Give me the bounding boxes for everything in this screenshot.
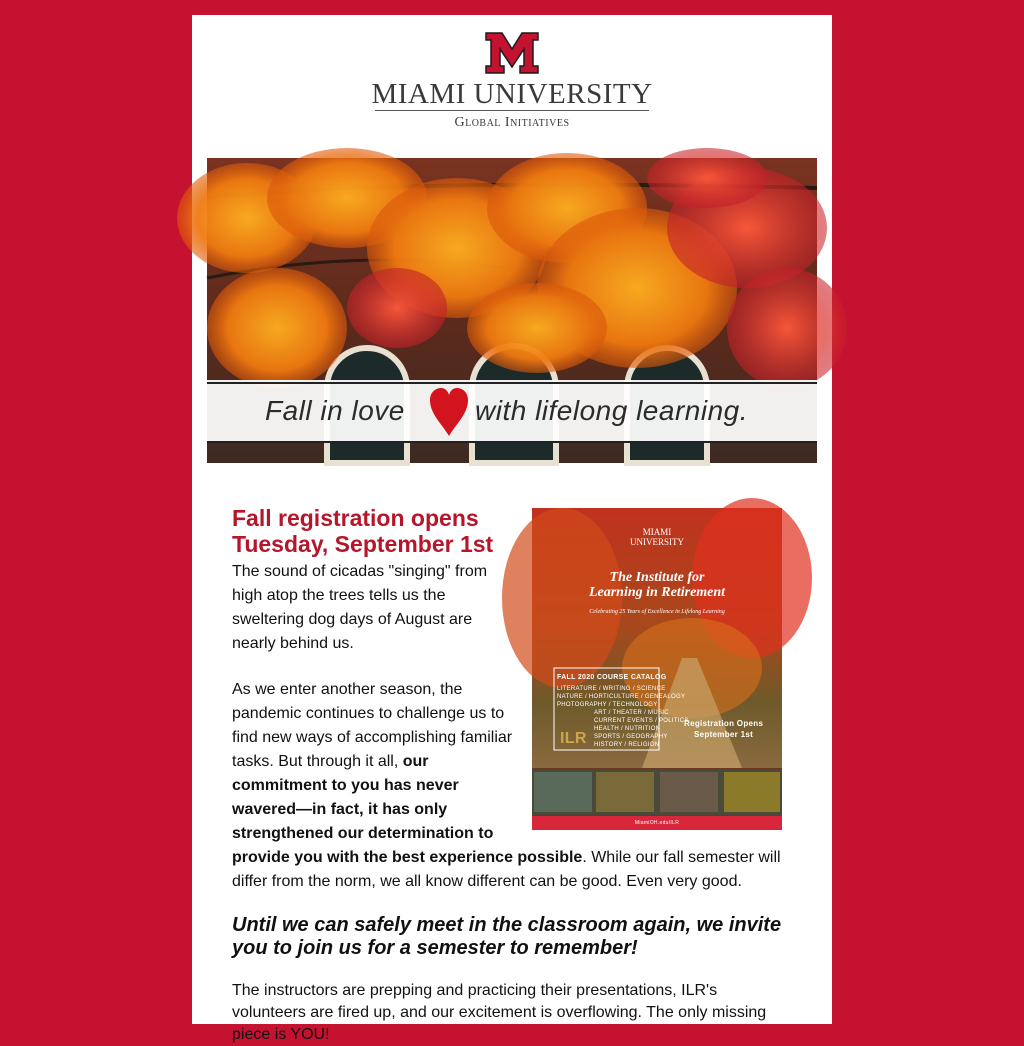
miami-m-logo-icon (484, 31, 540, 75)
catalog-topic: HISTORY / RELIGION (594, 742, 660, 748)
paragraph-2-end: . While our fall semester will differ from the norm, we all know different can be good. Even very good. (232, 849, 781, 890)
catalog-label: FALL 2020 COURSE CATALOG (557, 674, 667, 681)
article-paragraph-3: The instructors are prepping and practicing their presentations, ILR's volunteers are fired up, and our excitement is overflowing. The only missing piece is YOU! (232, 982, 767, 1043)
catalog-subtitle: Celebrating 25 Years of Excellence in Lifelong Learning (589, 609, 725, 615)
paragraph-2-start: As we enter another season, the pandemic continues to challenge us to find new ways of accomplishing familiar tasks. But through it all, (232, 681, 513, 770)
catalog-brand-1: MIAMI (642, 527, 672, 537)
catalog-registration-2: September 1st (694, 730, 754, 739)
catalog-topic: SPORTS / GEOGRAPHY (594, 734, 668, 740)
article-paragraph-1: The sound of cicadas "singing" from high atop the trees tells us the sweltering dog days of August are nearly behind us. (232, 563, 488, 652)
catalog-topic: LITERATURE / WRITING / SCIENCE (557, 686, 666, 692)
catalog-title-1: The Institute for (609, 570, 705, 585)
article (232, 505, 792, 1046)
article-headline: Fall registration opens Tuesday, September 1st (232, 505, 494, 557)
course-catalog-cover[interactable] (532, 508, 782, 830)
heart-icon (428, 386, 470, 438)
catalog-brand-2: UNIVERSITY (630, 537, 684, 547)
tagline-right: with lifelong learning. (475, 395, 748, 426)
hero-banner (207, 158, 817, 463)
email-page (192, 15, 832, 1043)
catalog-title-2: Learning in Retirement (588, 585, 726, 600)
tagline-top-rule (207, 382, 817, 384)
catalog-cover-image (532, 508, 782, 830)
brand-subtitle: Global Initiatives (454, 115, 570, 130)
catalog-topic: CURRENT EVENTS / POLITICS (594, 718, 689, 724)
ilr-logo: ILR (560, 730, 587, 747)
catalog-footer-url: MiamiOH.edu/ILR (634, 820, 680, 826)
tagline-left: Fall in love (265, 395, 405, 426)
catalog-topic: NATURE / HORTICULTURE / GENEALOGY (557, 694, 686, 700)
catalog-topic: HEALTH / NUTRITION (594, 726, 661, 732)
brand-divider (375, 110, 649, 111)
paragraph-2-emphasis: our commitment to you has never wavered—in fact, it has only strengthened our determination to provide you with the best experience possible (232, 753, 583, 866)
brand-name: MIAMI UNIVERSITY (371, 78, 653, 110)
catalog-registration-1: Registration Opens (684, 719, 764, 728)
catalog-topic: PHOTOGRAPHY / TECHNOLOGY (557, 702, 658, 708)
article-callout: Until we can safely meet in the classroom again, we invite you to join us for a semester to remember! (232, 914, 782, 959)
tagline-bottom-rule (207, 441, 817, 443)
catalog-topic: ART / THEATER / MUSIC (594, 710, 669, 716)
